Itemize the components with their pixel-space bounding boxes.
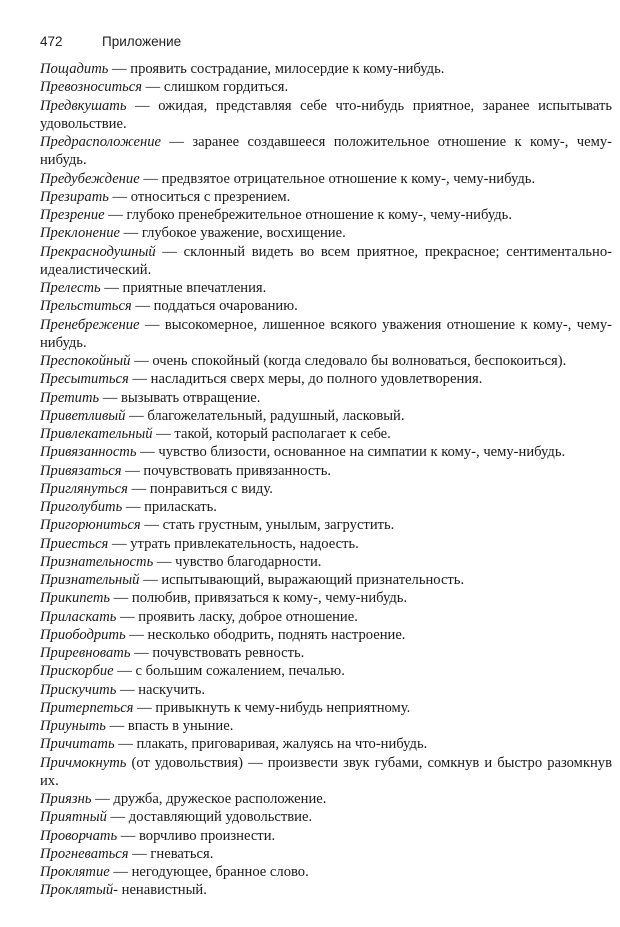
entry-definition: — стать грустным, унылым, загрустить. — [140, 517, 395, 534]
entry-term: Пощадить — [40, 61, 109, 77]
entry-term: Причмокнуть — [40, 754, 127, 771]
entry-term: Признательность — [40, 553, 154, 570]
entry-term: Пресытиться — [40, 371, 129, 388]
glossary-entry — [40, 188, 612, 206]
entry-term: Приесться — [40, 535, 109, 552]
entry-term: Приуныть — [40, 718, 106, 734]
entry-term: Приветливый — [40, 407, 126, 424]
glossary-entry — [40, 662, 612, 680]
entry-definition: — предвзятое отрицательное отношение к кому-, чему-нибудь. — [139, 170, 536, 187]
glossary-entry — [40, 297, 612, 315]
entry-definition: — проявить ласку, доброе отношение. — [116, 608, 358, 625]
entry-definition: — заранее создавшееся положительное отношение к кому-, чему-нибудь. — [40, 134, 612, 169]
entry-definition: ненавистный. — [117, 882, 207, 899]
entry-definition: — глубоко пренебрежительное отношение к кому-, чему-нибудь. — [104, 207, 512, 223]
entry-term: Пренебрежение — [40, 316, 140, 333]
glossary-entry — [40, 735, 612, 753]
page-header — [40, 34, 181, 52]
entry-definition: — проявить сострадание, милосердие к кому-нибудь. — [108, 61, 445, 77]
glossary-entry — [40, 881, 612, 899]
glossary-entry — [40, 370, 612, 388]
entry-term: Предрасположение — [40, 134, 161, 150]
entry-definition: — привыкнуть к чему-нибудь неприятному. — [133, 699, 411, 716]
glossary-entry — [40, 644, 612, 662]
entry-term: Привлекательный — [40, 426, 153, 442]
entry-definition: — понравиться с виду. — [127, 480, 273, 497]
entry-definition: — глубокое уважение, восхищение. — [120, 225, 346, 242]
entry-definition: — вызывать отвращение. — [99, 389, 261, 406]
glossary-entry — [40, 133, 612, 170]
page-number: 472 — [40, 34, 63, 49]
entry-definition: — испытывающий, выражающий признательность. — [139, 572, 465, 588]
glossary-entry — [40, 626, 612, 644]
glossary-entry — [40, 243, 612, 280]
entry-term: Проклятый- — [40, 882, 118, 899]
entry-definition: — очень спокойный (когда следовало бы волноваться, беспокоиться). — [130, 353, 567, 369]
entry-term: Претить — [40, 389, 100, 406]
glossary-entry — [40, 389, 612, 407]
entry-term: Привязанность — [40, 444, 137, 461]
glossary-entry — [40, 316, 612, 353]
entry-term: Признательный — [40, 572, 140, 588]
entry-definition: — склонный видеть во всем приятное, прекрасное; сентиментально-идеалистический. — [40, 243, 612, 278]
entry-term: Предвкушать — [40, 97, 127, 114]
glossary-entry — [40, 608, 612, 626]
entry-definition: — чувство благодарности. — [153, 553, 322, 570]
entry-definition: — негодующее, бранное слово. — [109, 864, 309, 880]
glossary-entry — [40, 553, 612, 571]
glossary-entry — [40, 425, 612, 443]
glossary-entry — [40, 571, 612, 589]
entry-definition: — такой, который располагает к себе. — [152, 426, 391, 442]
glossary-entry — [40, 681, 612, 699]
glossary-entry — [40, 827, 612, 845]
entry-term: Приглянуться — [40, 480, 128, 497]
entry-term: Проклятие — [40, 864, 110, 880]
entry-term: Приязнь — [40, 791, 92, 807]
glossary-entry — [40, 352, 612, 370]
glossary-entry — [40, 60, 612, 78]
glossary-entry — [40, 443, 612, 461]
entry-definition: — дружба, дружеское расположение. — [91, 791, 327, 807]
entry-term: Прикипеть — [40, 590, 111, 607]
glossary-entry — [40, 845, 612, 863]
entry-definition: — почувствовать привязанность. — [121, 462, 331, 479]
entry-definition: — относиться с презрением. — [108, 188, 291, 205]
entry-term: Прекраснодушный — [40, 243, 156, 260]
entry-definition: — поддаться очарованию. — [131, 298, 298, 315]
entry-term: Приголубить — [40, 499, 123, 515]
entry-definition: — наскучить. — [116, 681, 206, 698]
entry-term: Приятный — [40, 809, 107, 826]
entry-definition: — высокомерное, лишенное всякого уважения отношение к кому-, чему-нибудь. — [40, 316, 612, 351]
entry-definition: — приласкать. — [122, 499, 217, 515]
glossary-entry — [40, 863, 612, 881]
entry-definition: — утрать привлекательность, надоесть. — [108, 535, 359, 552]
glossary-entry — [40, 790, 612, 808]
glossary-entry — [40, 535, 612, 553]
section-title: Приложение — [102, 34, 182, 49]
glossary-entry — [40, 462, 612, 480]
entry-definition: — ожидая, представляя себе что-нибудь приятное, заранее испытывать удовольствие. — [40, 97, 612, 132]
glossary-entry — [40, 407, 612, 425]
entry-term: Притерпеться — [40, 699, 134, 716]
entry-term: Прогневаться — [40, 845, 129, 862]
entry-term: Приревновать — [40, 645, 131, 661]
entry-definition: (от удовольствия) — произвести звук губами, сомкнув и быстро разомкнув их. — [40, 754, 612, 789]
entry-definition: — полюбив, привязаться к кому-, чему-нибудь. — [110, 590, 408, 607]
glossary-entry — [40, 699, 612, 717]
entry-definition: — доставляющий удовольствие. — [106, 809, 313, 826]
entry-definition: — благожелательный, радушный, ласковый. — [125, 407, 405, 424]
entry-term: Приободрить — [40, 626, 126, 643]
entry-term: Прелесть — [40, 280, 101, 296]
entry-definition: — чувство близости, основанное на симпатии к кому-, чему-нибудь. — [136, 444, 566, 461]
entry-term: Предубеждение — [40, 170, 140, 187]
entry-term: Привязаться — [40, 462, 122, 479]
glossary-entry — [40, 170, 612, 188]
entry-definition: — слишком гордиться. — [142, 79, 289, 96]
entry-definition: — плакать, приговаривая, жалуясь на что-нибудь. — [114, 736, 428, 753]
entry-definition: — насладиться сверх меры, до полного удовлетворения. — [128, 371, 483, 388]
entry-term: Преклонение — [40, 225, 121, 242]
entry-term: Причитать — [40, 736, 115, 753]
glossary-entry — [40, 97, 612, 134]
glossary-entry — [40, 279, 612, 297]
glossary-entry — [40, 717, 612, 735]
entry-term: Превозноситься — [40, 79, 143, 96]
entry-definition: — ворчливо произнести. — [117, 827, 276, 844]
entry-definition: — с большим сожалением, печалью. — [113, 663, 345, 680]
entry-term: Презрение — [40, 207, 105, 223]
entry-definition: — приятные впечатления. — [100, 280, 267, 296]
glossary-entry — [40, 480, 612, 498]
entry-term: Прискучить — [40, 681, 117, 698]
entry-definition: — почувствовать ревность. — [130, 645, 305, 661]
entry-term: Прискорбие — [40, 663, 114, 680]
glossary-entry — [40, 808, 612, 826]
entry-term: Презирать — [40, 188, 109, 205]
glossary-entry — [40, 224, 612, 242]
glossary-entry — [40, 206, 612, 224]
entry-definition: — несколько ободрить, поднять настроение. — [125, 626, 406, 643]
entry-term: Преспокойный — [40, 353, 131, 369]
entry-term: Проворчать — [40, 827, 118, 844]
entry-definition: — гневаться. — [128, 845, 214, 862]
glossary-entry — [40, 754, 612, 791]
glossary-list — [40, 60, 612, 900]
entry-definition: — впасть в уныние. — [105, 718, 234, 734]
glossary-entry — [40, 589, 612, 607]
glossary-entry — [40, 498, 612, 516]
entry-term: Приласкать — [40, 608, 117, 625]
entry-term: Прельститься — [40, 298, 132, 315]
glossary-entry — [40, 516, 612, 534]
entry-term: Пригорюниться — [40, 517, 141, 534]
glossary-entry — [40, 78, 612, 96]
